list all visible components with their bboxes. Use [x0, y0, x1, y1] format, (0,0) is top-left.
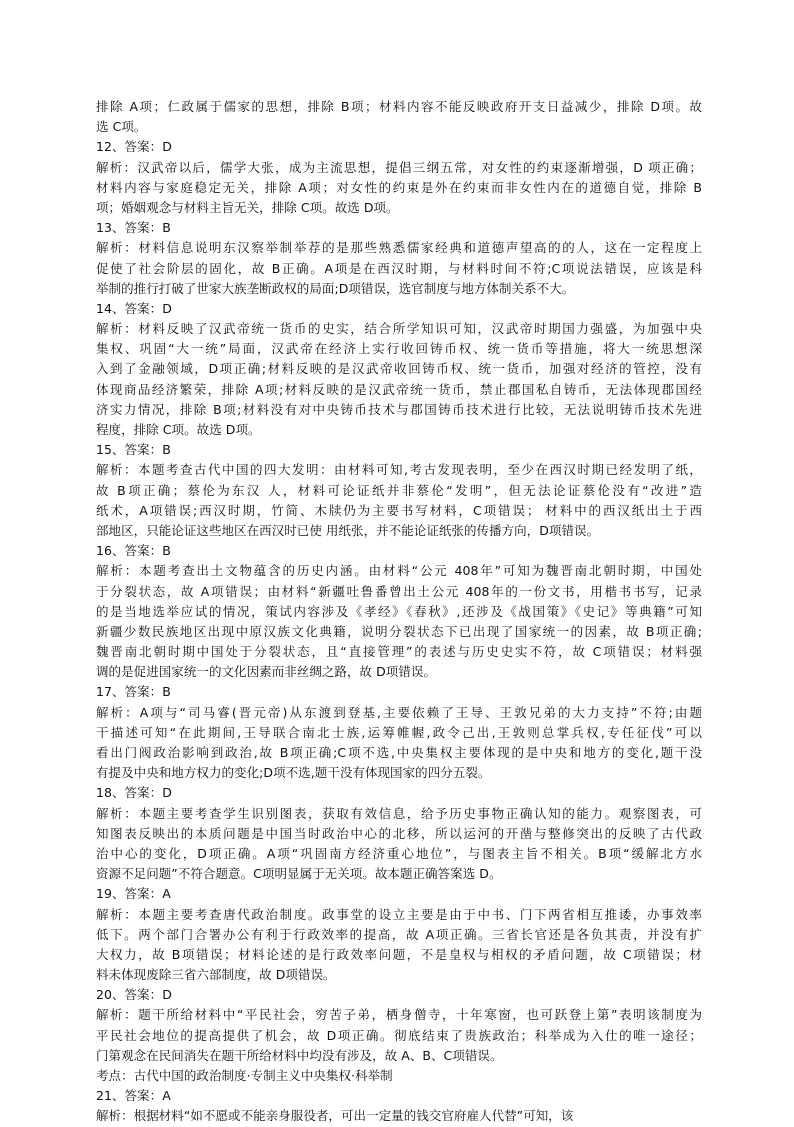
text-line: 15、答案：B — [96, 442, 171, 458]
text-line: 解析：本题考查古代中国的四大发明：由材料可知,考古发现表明，至少在西汉时期已经发明了纸， — [96, 462, 702, 478]
text-line: 调的是促进国家统一的文化因素而非丝绸之路，故 D项错误。 — [96, 664, 436, 680]
text-line: 体现商品经济繁荣，排除 A项;材料反映的是汉武帝统一货币，禁止郡国私自铸币，无法体现郡国经 — [96, 381, 702, 397]
text-line: 门第观念在民间消失在题干所给材料中均没有涉及，故 A、B、C项错误。 — [96, 1047, 503, 1063]
text-line: 解析：根据材料“如不愿或不能亲身服役者，可出一定量的钱交官府雇人代替”可知，该 — [96, 1108, 574, 1124]
text-line: 促使了社会阶层的固化，故 B正确。A项是在西汉时期，与材料时间不符;C项说法错误，应该是科 — [96, 260, 702, 276]
text-line: 18、答案：D — [96, 785, 172, 801]
text-line: 17、答案：B — [96, 684, 171, 700]
text-line: 看出门阀政治影响到政治,故 B项正确;C项不选,中央集权主要体现的是中央和地方的变化,题干没 — [96, 745, 702, 760]
text-line: 入到了金融领域，D项正确;材料反映的是汉武帝收回铸币权、统一货币，加强对经济的管控，没有 — [96, 361, 702, 377]
text-line: 项；婚姻观念与材料主旨无关，排除 C项。故选 D项。 — [96, 199, 399, 215]
text-line: 解析：题干所给材料中“平民社会，穷苦子弟，栖身僧寺，十年寒窗，也可跃登上第”表明该制度为 — [96, 1007, 702, 1023]
text-line: 低下。两个部门合署办公有利于行政效率的提高，故 A项正确。三省长官还是各负其责，并没有扩 — [96, 926, 702, 942]
text-line: 材料内容与家庭稳定无关，排除 A项；对女性的约束是外在约束而非女性内在的道德自觉，排除 B — [96, 179, 702, 195]
text-line: 解析：汉武帝以后，儒学大张，成为主流思想，提倡三纲五常，对女性的约束逐渐增强，D 项正确； — [96, 159, 702, 175]
text-line: 考点：古代中国的政治制度·专制主义中央集权·科举制 — [96, 1068, 393, 1083]
text-line: 21、答案：A — [96, 1088, 171, 1104]
text-line: 20、答案：D — [96, 987, 172, 1003]
text-line: 干描述可知“在此期间,王导联合南北士族,运筹帷幄,政令己出,王敦则总掌兵权,专任征伐”可以 — [96, 724, 702, 740]
text-line: 解析：本题主要考查学生识别图表，获取有效信息，给予历史事物正确认知的能力。观察图表，可 — [96, 805, 702, 821]
text-line: 解析：本题主要考查唐代政治制度。政事堂的设立主要是由于中书、门下两省相互推诿，办事效率 — [96, 906, 702, 922]
text-line: 程度，排除 C项。故选 D项。 — [96, 422, 261, 437]
text-line: 部地区，只能论证这些地区在西汉时已使 用纸张，并不能论证纸张的传播方向，D项错误。 — [96, 522, 600, 538]
text-line: 资源不足问题”不符合题意。C项明显属于无关项。故本题正确答案选 D。 — [96, 866, 502, 882]
text-line: 集权、巩固“大一统”局面，汉武帝在经济上实行收回铸币权、统一货币等措施，将大一统思想深 — [96, 341, 702, 357]
text-line: 选 C项。 — [96, 119, 147, 135]
text-line: 魏晋南北朝时期中国处于分裂状态，且“直接管理”的表述与历史史实不符，故 C项错误；材料强 — [96, 644, 702, 660]
text-line: 解析：材料信息说明东汉察举制举荐的是那些熟悉儒家经典和道德声望高的的人，这在一定程度上 — [96, 240, 702, 256]
text-line: 举制的推行打破了世家大族垄断政权的局面;D项错误，选官制度与地方体制关系不大。 — [96, 280, 575, 296]
text-line: 故 B项正确；蔡伦为东汉 人，材料可论证纸并非蔡伦“发明”，但无法论证蔡伦没有“改进”造 — [96, 482, 702, 498]
text-line: 大权力，故 B项错误；材料论述的是行政效率问题，不是皇权与相权的矛盾问题，故 C项错误；材 — [96, 946, 702, 962]
text-line: 的是当地选举应试的情况，策试内容涉及《孝经》《春秋》,还涉及《战国策》《史记》等典籍”可知 — [96, 603, 702, 619]
text-line: 新疆少数民族地区出现中原汉族文化典籍，说明分裂状态下已出现了国家统一的因素，故 B项正确; — [96, 623, 702, 639]
text-line: 纸术，A项错误;西汉时期，竹简、木牍仍为主要书写材料，C项错误； 材料中的西汉纸出土于西 — [96, 502, 702, 518]
text-line: 料未体现废除三省六部制度，故 D项错误。 — [96, 967, 336, 983]
text-line: 解析：A项与“司马睿(晋元帝)从东渡到登基,主要依赖了王导、王敦兄弟的大力支持”不符;由题 — [96, 704, 702, 720]
text-line: 13、答案：B — [96, 220, 171, 236]
text-line: 12、答案：D — [96, 139, 172, 155]
text-line: 济实力情况，排除 B项;材料没有对中央铸币技术与郡国铸币技术进行比较，无法说明铸币技术先进 — [96, 401, 702, 417]
text-line: 14、答案：D — [96, 300, 172, 316]
text-line: 知图表反映出的本质问题是中国当时政治中心的北移，所以运河的开凿与整修突出的反映了古代政 — [96, 825, 702, 841]
text-line: 排除 A项；仁政属于儒家的思想，排除 B项；材料内容不能反映政府开支日益减少，排除 D项。故 — [96, 99, 702, 114]
text-line: 有提及中央和地方权力的变化;D项不选,题干没有体现国家的四分五裂。 — [96, 765, 491, 781]
text-line: 解析：材料反映了汉武帝统一货币的史实，结合所学知识可知，汉武帝时期国力强盛，为加强中央 — [96, 321, 702, 337]
text-line: 19、答案：A — [96, 886, 171, 902]
text-line: 治中心的变化，D项正确。A项“巩固南方经济重心地位”，与图表主旨不相关。B项“缓解北方水 — [96, 845, 702, 861]
text-line: 16、答案：B — [96, 543, 171, 559]
text-line: 于分裂状态，故 A项错误；由材料“新疆吐鲁番曾出土公元 408年的一份文书，用楷书书写，记录 — [96, 583, 702, 599]
text-line: 解析：本题考查出土文物蕴含的历史内涵。由材料“公元 408年”可知为魏晋南北朝时期，中国处 — [96, 563, 702, 579]
text-line: 平民社会地位的提高提供了机会，故 D项正确。彻底结束了贵族政治；科举成为入仕的唯一途径； — [96, 1027, 702, 1043]
